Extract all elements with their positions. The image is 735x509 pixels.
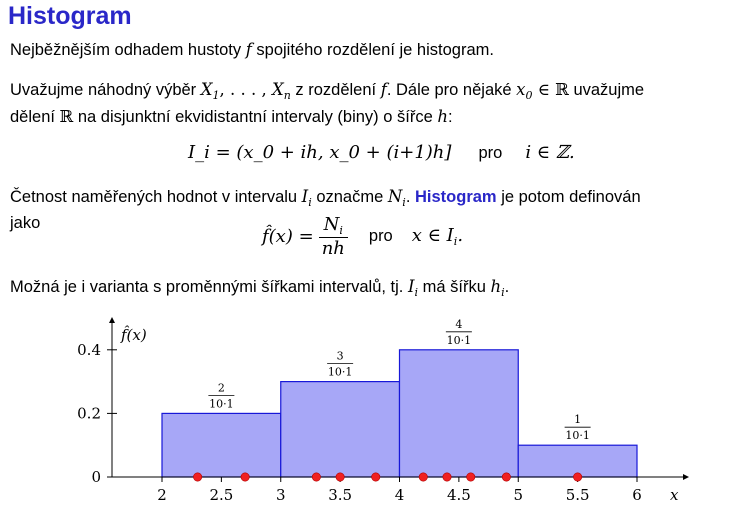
x-tick-label: 4.5 <box>446 486 471 504</box>
math-cond-text: x ∈ I <box>411 225 454 246</box>
page-title: Histogram <box>8 2 132 30</box>
y-axis-label: f̂(x) <box>121 326 147 344</box>
bar-label-num: 3 <box>336 349 344 363</box>
fraction-den: nh <box>321 238 345 259</box>
x-tick-label: 3.5 <box>328 486 353 504</box>
y-tick-label: 0.4 <box>77 340 101 359</box>
math-h: h <box>490 277 502 296</box>
math-eq: I_i = (x_0 + ih, x_0 + (i+1)h] <box>188 142 452 163</box>
text: Četnost naměřených hodnot v intervalu <box>10 188 302 206</box>
fraction <box>319 214 348 259</box>
text: Možná je i varianta s proměnnými šířkami intervalů, tj. <box>10 278 408 296</box>
observation-point <box>336 473 344 481</box>
histogram-bar <box>162 413 281 477</box>
math-cond: x ∈ $I_i$. <box>411 225 464 248</box>
bar-label-den: 10·1 <box>446 333 472 347</box>
observation-point <box>467 473 475 481</box>
x-axis-arrow <box>683 474 689 480</box>
math-f: f <box>245 40 252 59</box>
paragraph-count <box>10 186 641 214</box>
histogram-chart <box>0 300 735 509</box>
x-tick-label: 5 <box>513 486 524 504</box>
text: . Dále pro nějaké <box>386 81 517 99</box>
observation-point <box>193 473 201 481</box>
math-N: N <box>323 214 340 235</box>
x-tick-label: 4 <box>394 486 405 504</box>
text: : <box>448 108 453 126</box>
equation-interval <box>188 142 575 163</box>
math-sub: i <box>414 286 419 299</box>
text: spojitého rozdělení je histogram. <box>251 41 494 59</box>
bar-label-num: 2 <box>217 381 225 395</box>
math-cond: i ∈ ℤ. <box>525 142 575 163</box>
paragraph-sample <box>10 79 644 107</box>
math-R: ℝ <box>59 107 74 126</box>
y-axis-arrow <box>109 317 115 323</box>
x-tick-label: 3 <box>275 486 286 504</box>
math-sub: 0 <box>525 89 533 102</box>
math-sub: i <box>453 235 458 248</box>
text: pro <box>368 227 393 245</box>
math-N: N <box>387 187 403 206</box>
histogram-bar <box>518 445 637 477</box>
math-sub: 1 <box>212 89 220 102</box>
text: Uvažujme náhodný výběr <box>10 81 201 99</box>
fraction-num <box>319 214 348 238</box>
text: dělení <box>10 108 60 126</box>
text: na disjunktní ekvidistantní intervaly (biny) o šířce <box>73 108 438 126</box>
x-tick-label: 2 <box>157 486 167 504</box>
bar-label-den: 10·1 <box>327 365 353 379</box>
observation-point <box>241 473 249 481</box>
math-x: x <box>516 80 526 99</box>
text: z rozdělení <box>290 81 381 99</box>
text: uvažujme <box>568 81 645 99</box>
math-X: X <box>271 80 284 99</box>
observation-point <box>443 473 451 481</box>
x-tick-label: 2.5 <box>209 486 234 504</box>
x-tick-label: 5.5 <box>565 486 590 504</box>
bar-label-num: 4 <box>455 317 463 331</box>
math-f: f <box>380 80 387 99</box>
math-in: ∈ ℝ <box>532 80 569 99</box>
observation-point <box>573 473 581 481</box>
math-sub: i <box>501 286 505 299</box>
math-I: I <box>301 187 309 206</box>
math-h: h <box>437 107 448 126</box>
y-tick-label: 0 <box>91 468 101 486</box>
text: je potom definován <box>496 188 641 206</box>
y-tick-label: 0.2 <box>77 404 101 423</box>
observation-point <box>419 473 427 481</box>
math-dots: , . . . , <box>219 80 272 99</box>
math-sub: i <box>402 196 406 209</box>
bar-label-num: 1 <box>574 413 582 427</box>
x-axis-label: x <box>670 486 679 504</box>
text: má šířku <box>418 278 491 296</box>
text: Nejběžnějším odhadem hustoty <box>10 41 246 59</box>
x-tick-label: 6 <box>632 486 642 504</box>
observation-point <box>372 473 380 481</box>
math-I: I <box>407 277 415 296</box>
math-sub: i <box>308 196 312 209</box>
text: . <box>405 188 415 206</box>
math-X: X <box>200 80 213 99</box>
text: . <box>504 278 510 296</box>
paragraph-jako: jako <box>10 214 41 232</box>
math-lhs: f̂(x) = <box>262 226 314 247</box>
bar-label-den: 10·1 <box>209 397 234 411</box>
equation-histogram <box>262 214 463 259</box>
math-sub: n <box>283 89 291 102</box>
observation-point <box>312 473 320 481</box>
paragraph-intro <box>10 39 494 61</box>
observation-point <box>502 473 510 481</box>
text: pro <box>478 144 503 162</box>
math-sub: i <box>339 224 343 237</box>
bar-label-den: 10·1 <box>565 429 590 443</box>
keyword-histogram: Histogram <box>415 188 497 206</box>
histogram-bar <box>281 382 400 477</box>
text: označme <box>311 188 388 206</box>
paragraph-partition <box>10 106 453 128</box>
histogram-bar <box>400 350 519 477</box>
